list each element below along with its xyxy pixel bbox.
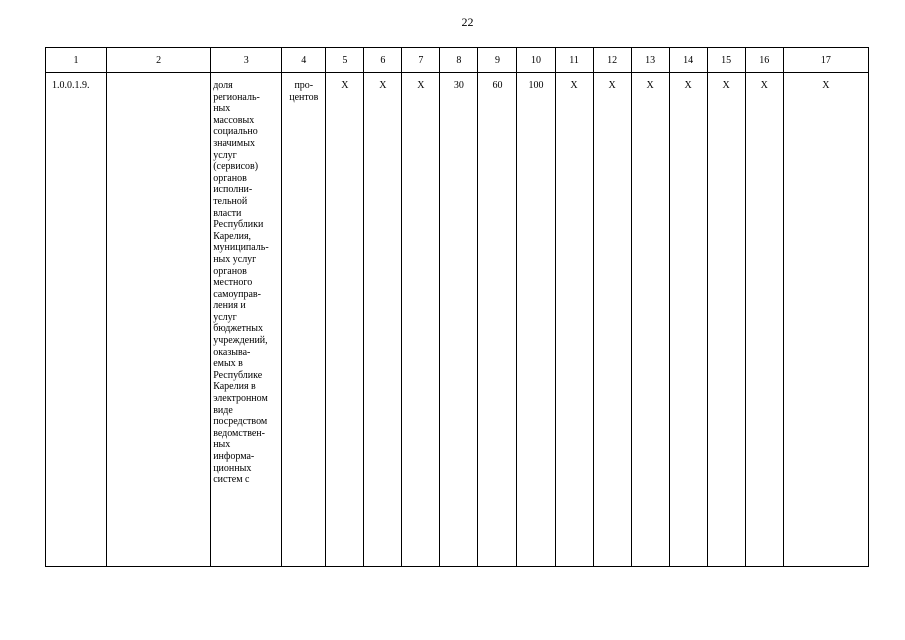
indicator-name-line: Карелия в [213,381,256,393]
column-header: 1 [46,48,107,73]
empty-cell [107,73,211,567]
indicator-name-line: ционных [213,462,252,474]
indicator-name-line: органов [213,172,247,184]
table-row [46,73,869,567]
column-header: 10 [517,48,555,73]
indicator-name-line: систем с [213,474,250,486]
indicator-name-line: Республике [213,369,263,381]
indicator-name-line: емых в [213,358,243,370]
indicator-name-line: социально [213,126,258,138]
indicator-code: 1.0.0.1.9. [46,73,107,567]
indicator-name-line: Республики [213,219,264,231]
indicator-name-line: значимых [213,137,255,149]
value-cell: 100 [517,73,555,567]
indicator-name-line: информа- [213,451,255,462]
value-cell: X [707,73,745,567]
indicator-name-line: услуг [213,149,237,161]
indicator-name-line: муниципаль- [213,242,269,254]
indicator-table [45,47,869,567]
header-row [46,48,869,73]
indicator-name-line: местного [213,277,253,289]
indicator-name-line: органов [213,265,247,277]
unit-line: про- [294,80,314,91]
column-header: 11 [555,48,593,73]
indicator-name-line: исполни- [213,184,253,196]
column-header: 7 [402,48,440,73]
column-header: 14 [669,48,707,73]
value-cell: X [669,73,707,567]
indicator-name-line: электронном [213,393,268,405]
column-header: 17 [783,48,868,73]
unit-cell [282,73,326,567]
column-header: 9 [478,48,517,73]
page-number: 22 [461,15,474,29]
column-header: 13 [631,48,669,73]
indicator-name-line: ления и [213,300,246,312]
indicator-name-line: бюджетных [213,323,263,335]
value-cell: X [783,73,868,567]
indicator-name-line: ведомствен- [213,427,265,439]
indicator-name-line: оказыва- [213,346,251,358]
indicator-name-line: ных [213,103,231,115]
indicator-name-line: ных [213,439,231,451]
value-cell: X [326,73,364,567]
indicator-name-line: власти [213,207,242,219]
indicator-name-line: учреждений, [213,335,268,347]
indicator-name-line: доля [213,80,233,91]
unit-line: центов [289,91,319,103]
value-cell: X [745,73,783,567]
indicator-name-line: ных услуг [213,253,257,265]
column-header: 5 [326,48,364,73]
indicator-name-line: самоуправ- [213,288,261,300]
column-header: 3 [211,48,282,73]
indicator-name-line: услуг [213,311,237,323]
indicator-name-line: тельной [213,195,248,207]
indicator-name-line: посредством [213,416,268,428]
indicator-name [211,73,282,567]
column-header: 8 [440,48,478,73]
column-header: 2 [107,48,211,73]
column-header: 15 [707,48,745,73]
column-header: 6 [364,48,402,73]
value-cell: 30 [440,73,478,567]
column-header: 12 [593,48,631,73]
value-cell: X [402,73,440,567]
value-cell: X [555,73,593,567]
value-cell: X [631,73,669,567]
indicator-name-line: виде [213,404,233,416]
column-header: 4 [282,48,326,73]
indicator-name-line: Карелия, [213,230,252,242]
indicator-name-line: массовых [213,114,255,126]
value-cell: X [593,73,631,567]
value-cell: 60 [478,73,517,567]
column-header: 16 [745,48,783,73]
value-cell: X [364,73,402,567]
indicator-name-line: (сервисов) [213,161,259,173]
indicator-name-line: региональ- [213,91,260,103]
